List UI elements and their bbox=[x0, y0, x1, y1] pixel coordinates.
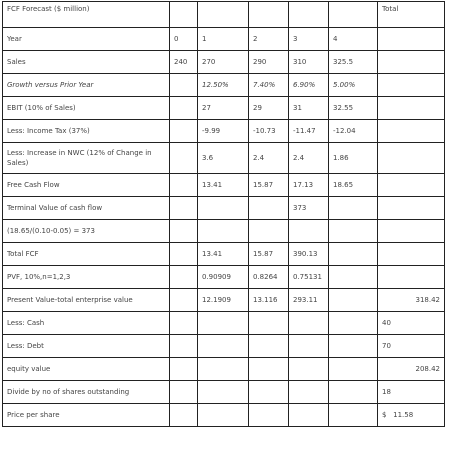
table-cell: 32.55 bbox=[329, 97, 378, 120]
fcf-forecast-table bbox=[2, 1, 445, 427]
table-cell: 15.87 bbox=[249, 243, 289, 266]
table-cell bbox=[249, 197, 289, 220]
table-cell bbox=[378, 266, 445, 289]
table-cell bbox=[329, 358, 378, 381]
table-cell bbox=[378, 220, 445, 243]
table-cell: 17.13 bbox=[289, 174, 329, 197]
table-cell: 27 bbox=[198, 97, 249, 120]
table-cell bbox=[198, 404, 249, 427]
table-cell bbox=[170, 120, 198, 143]
table-cell bbox=[198, 220, 249, 243]
row-label: (18.65/(0.10-0.05) = 373 bbox=[3, 220, 170, 243]
table-row bbox=[3, 2, 445, 28]
table-cell bbox=[329, 335, 378, 358]
table-cell bbox=[170, 243, 198, 266]
row-label: Less: Income Tax (37%) bbox=[3, 120, 170, 143]
table-cell bbox=[249, 220, 289, 243]
table-row bbox=[3, 335, 445, 358]
table-cell bbox=[249, 381, 289, 404]
table-cell: 1 bbox=[198, 28, 249, 51]
table-cell: 0.8264 bbox=[249, 266, 289, 289]
row-label: Less: Debt bbox=[3, 335, 170, 358]
table-title: FCF Forecast ($ million) bbox=[3, 2, 170, 28]
table-cell bbox=[170, 289, 198, 312]
table-row bbox=[3, 243, 445, 266]
table-cell: 373 bbox=[289, 197, 329, 220]
table-cell bbox=[378, 28, 445, 51]
table-cell bbox=[289, 404, 329, 427]
table-cell bbox=[170, 312, 198, 335]
price-per-share-value: $ 11.58 bbox=[378, 404, 445, 427]
table-cell: 31 bbox=[289, 97, 329, 120]
row-label: Year bbox=[3, 28, 170, 51]
enterprise-value-total: 318.42 bbox=[378, 289, 445, 312]
table-cell bbox=[198, 197, 249, 220]
table-cell: 13.41 bbox=[198, 243, 249, 266]
table-cell: 0.90909 bbox=[198, 266, 249, 289]
row-label: Less: Cash bbox=[3, 312, 170, 335]
table-cell bbox=[170, 404, 198, 427]
table-cell bbox=[198, 335, 249, 358]
table-cell bbox=[329, 243, 378, 266]
table-cell: 6.90% bbox=[289, 74, 329, 97]
table-cell: -9.99 bbox=[198, 120, 249, 143]
row-label: PVF, 10%,n=1,2,3 bbox=[3, 266, 170, 289]
table-row bbox=[3, 312, 445, 335]
table-cell: 12.1909 bbox=[198, 289, 249, 312]
table-cell: 70 bbox=[378, 335, 445, 358]
row-label: Less: Increase in NWC (12% of Change in Sales) bbox=[3, 143, 170, 174]
table-cell bbox=[170, 174, 198, 197]
table-row bbox=[3, 28, 445, 51]
table-cell bbox=[198, 358, 249, 381]
table-cell bbox=[170, 2, 198, 28]
row-label: EBIT (10% of Sales) bbox=[3, 97, 170, 120]
table-cell: 1.86 bbox=[329, 143, 378, 174]
table-cell bbox=[170, 143, 198, 174]
table-row bbox=[3, 266, 445, 289]
table-cell: 240 bbox=[170, 51, 198, 74]
table-cell: 2.4 bbox=[249, 143, 289, 174]
table-cell: 15.87 bbox=[249, 174, 289, 197]
table-row bbox=[3, 289, 445, 312]
table-cell: -10.73 bbox=[249, 120, 289, 143]
table-cell bbox=[329, 289, 378, 312]
row-label: Growth versus Prior Year bbox=[3, 74, 170, 97]
table-cell: 3 bbox=[289, 28, 329, 51]
table-cell bbox=[170, 74, 198, 97]
table-cell: 12.50% bbox=[198, 74, 249, 97]
table-cell bbox=[329, 266, 378, 289]
row-label: Price per share bbox=[3, 404, 170, 427]
row-label: Divide by no of shares outstanding bbox=[3, 381, 170, 404]
table-cell bbox=[378, 243, 445, 266]
table-cell: 4 bbox=[329, 28, 378, 51]
table-cell bbox=[198, 312, 249, 335]
table-cell bbox=[378, 120, 445, 143]
total-column-header: Total bbox=[378, 2, 445, 28]
table-cell: 5.00% bbox=[329, 74, 378, 97]
table-cell bbox=[289, 381, 329, 404]
table-cell bbox=[378, 74, 445, 97]
table-row bbox=[3, 51, 445, 74]
table-cell: 0.75131 bbox=[289, 266, 329, 289]
table-row bbox=[3, 74, 445, 97]
table-cell: 13.41 bbox=[198, 174, 249, 197]
table-cell: 3.6 bbox=[198, 143, 249, 174]
row-label: Sales bbox=[3, 51, 170, 74]
table-cell bbox=[170, 335, 198, 358]
table-cell bbox=[289, 335, 329, 358]
table-cell: -12.04 bbox=[329, 120, 378, 143]
table-cell: 18 bbox=[378, 381, 445, 404]
table-cell bbox=[378, 143, 445, 174]
table-cell bbox=[170, 97, 198, 120]
table-row bbox=[3, 120, 445, 143]
table-cell bbox=[329, 312, 378, 335]
table-cell bbox=[249, 358, 289, 381]
table-cell bbox=[198, 381, 249, 404]
table-row bbox=[3, 220, 445, 243]
table-cell: 2 bbox=[249, 28, 289, 51]
table-cell bbox=[249, 312, 289, 335]
table-cell bbox=[170, 381, 198, 404]
table-cell bbox=[329, 404, 378, 427]
table-cell: 7.40% bbox=[249, 74, 289, 97]
table-cell bbox=[170, 266, 198, 289]
table-row bbox=[3, 404, 445, 427]
table-cell: -11.47 bbox=[289, 120, 329, 143]
table-cell: 310 bbox=[289, 51, 329, 74]
table-cell: 2.4 bbox=[289, 143, 329, 174]
table-cell bbox=[289, 312, 329, 335]
row-label: Terminal Value of cash flow bbox=[3, 197, 170, 220]
table-row bbox=[3, 97, 445, 120]
table-cell bbox=[289, 2, 329, 28]
table-cell bbox=[378, 51, 445, 74]
table-cell: 270 bbox=[198, 51, 249, 74]
equity-value-total: 208.42 bbox=[378, 358, 445, 381]
table-cell: 13.116 bbox=[249, 289, 289, 312]
table-row bbox=[3, 174, 445, 197]
table-cell: 293.11 bbox=[289, 289, 329, 312]
table-cell bbox=[289, 358, 329, 381]
row-label: Total FCF bbox=[3, 243, 170, 266]
table-row bbox=[3, 381, 445, 404]
table-cell: 18.65 bbox=[329, 174, 378, 197]
table-cell bbox=[249, 404, 289, 427]
table-cell bbox=[170, 197, 198, 220]
table-cell bbox=[329, 197, 378, 220]
table-row bbox=[3, 143, 445, 174]
table-cell: 325.5 bbox=[329, 51, 378, 74]
table-cell bbox=[249, 335, 289, 358]
table-row bbox=[3, 197, 445, 220]
table-cell bbox=[378, 197, 445, 220]
table-cell: 40 bbox=[378, 312, 445, 335]
table-cell bbox=[329, 381, 378, 404]
table-cell bbox=[249, 2, 289, 28]
table-cell: 290 bbox=[249, 51, 289, 74]
table-cell bbox=[378, 97, 445, 120]
row-label: Present Value-total enterprise value bbox=[3, 289, 170, 312]
table-row bbox=[3, 358, 445, 381]
row-label: Free Cash Flow bbox=[3, 174, 170, 197]
table-cell: 29 bbox=[249, 97, 289, 120]
table-cell bbox=[170, 358, 198, 381]
table-cell bbox=[378, 174, 445, 197]
table-cell bbox=[329, 2, 378, 28]
table-cell: 390.13 bbox=[289, 243, 329, 266]
table-cell bbox=[198, 2, 249, 28]
table-cell bbox=[170, 220, 198, 243]
table-cell bbox=[289, 220, 329, 243]
row-label: equity value bbox=[3, 358, 170, 381]
table-cell bbox=[329, 220, 378, 243]
table-cell: 0 bbox=[170, 28, 198, 51]
